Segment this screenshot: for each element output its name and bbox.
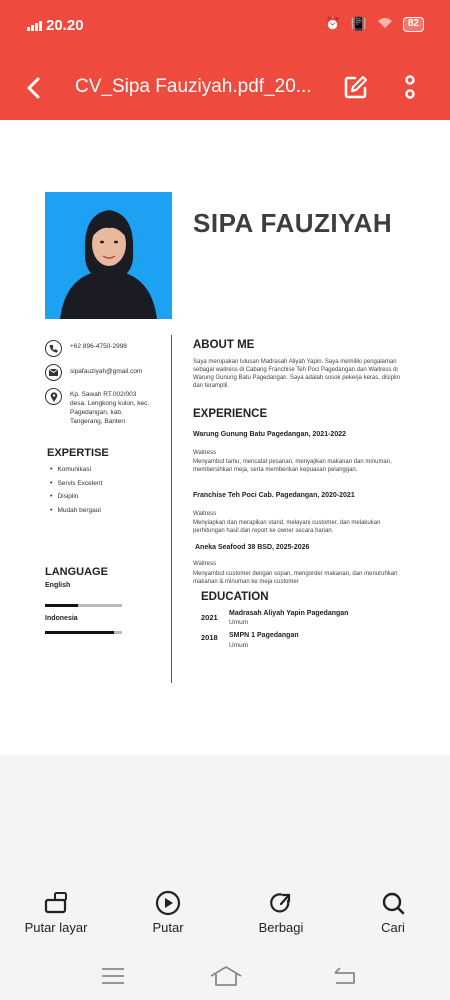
language-bar-english (45, 604, 122, 607)
education-school: SMPN 1 Pagedangan (229, 632, 299, 639)
about-text: Saya merupakan lulusan Madrasah Aliyah Yapin. Saya memiliki pengalaman sebagai waitress di Cabang Franchise Teh Poci Pagedangan dan Waitress di Warung Gunung Batu Pagedangan. Saya adalah sosok pekerja keras, disiplin dan teramplil. (193, 359, 400, 389)
status-bar (0, 0, 450, 56)
job-role: Waitress (193, 561, 217, 567)
language-title: LANGUAGE (45, 566, 108, 578)
signal-icon (27, 21, 43, 31)
search-button[interactable]: Cari (348, 890, 438, 935)
list-item: • Komunikasi (50, 466, 102, 480)
column-divider (171, 335, 172, 683)
more-options-icon[interactable] (400, 74, 420, 102)
location-pin-icon (45, 388, 62, 405)
back-icon[interactable] (330, 965, 360, 987)
play-button[interactable]: Putar (123, 890, 213, 935)
status-time: 20.20 (46, 17, 84, 34)
phone-icon (45, 340, 62, 357)
wifi-icon (377, 17, 393, 32)
battery-icon: 82 (403, 17, 424, 32)
expertise-title: EXPERTISE (47, 447, 109, 459)
job-title: Franchise Teh Poci Cab. Pagedangan, 2020-2021 (193, 492, 355, 499)
experience-title: EXPERIENCE (193, 408, 268, 420)
job-role: Waitress (193, 511, 217, 517)
contact-email: sipafauziyah@gmail.com (45, 364, 170, 381)
profile-photo (45, 192, 172, 319)
education-title: EDUCATION (201, 591, 269, 603)
list-item: • Mudah bergaul (50, 507, 102, 521)
alarm-icon: ⏰ (324, 16, 341, 31)
expertise-list (50, 466, 102, 520)
share-icon (268, 890, 294, 916)
bottom-toolbar (0, 890, 450, 950)
share-button[interactable]: Berbagi (236, 890, 326, 935)
education-year: 2021 (201, 613, 218, 622)
menu-icon[interactable] (98, 965, 128, 987)
job-title: Aneka Seafood 38 BSD, 2025-2026 (195, 544, 310, 551)
job-desc: Menyambut tamu, mencatat pesanan, menyajikan makanan dan minuman, membersihkan meja, serta memberikan kepuasan pelanggan. (193, 459, 392, 473)
about-title: ABOUT ME (193, 339, 255, 351)
app-bar (0, 56, 450, 120)
search-icon (380, 890, 406, 916)
rotate-screen-button[interactable]: Putar layar (11, 890, 101, 935)
email-icon (45, 364, 62, 381)
play-icon (155, 890, 181, 916)
back-arrow-icon[interactable] (20, 74, 48, 102)
education-level: Umum (229, 642, 249, 649)
contact-address: Kp. Sawah RT.002/003 desa. Lengkong kulon, kec. Pagedangan, kab. Tangerang, Banten (45, 388, 150, 426)
language-indonesia: Indonesia (45, 615, 78, 622)
list-item: • Disiplin (50, 493, 102, 507)
edit-icon[interactable] (343, 74, 369, 100)
document-title: CV_Sipa Fauziyah.pdf_20... (75, 76, 312, 97)
cv-name: SIPA FAUZIYAH (193, 208, 393, 238)
job-title: Warung Gunung Batu Pagedangan, 2021-2022 (193, 431, 346, 438)
home-icon[interactable] (208, 965, 244, 987)
contact-phone: +62 896-4750-2998 (45, 340, 160, 357)
job-desc: Menyambut customer dengan sopan, mengorder makanan, dan menuruhkan makanan & minuman ke meja customer (193, 571, 398, 585)
list-item: • Servis Excelent (50, 480, 102, 494)
job-desc: Menyiapkan dan merapikan stand, melayani customer, dan melakukan perhitungan hasil dan report ke owner secara harian. (193, 520, 381, 534)
rotate-screen-icon (43, 890, 69, 916)
education-school: Madrasah Aliyah Yapin Pagedangan (229, 610, 349, 617)
job-role: Waitress (193, 450, 217, 456)
vibrate-icon: 📳 (350, 16, 367, 31)
pdf-page[interactable] (0, 120, 450, 755)
education-level: Umum (229, 619, 249, 626)
language-bar-indonesia (45, 631, 122, 634)
system-nav-bar (0, 955, 450, 1000)
education-year: 2018 (201, 633, 218, 642)
language-english: English (45, 582, 71, 589)
